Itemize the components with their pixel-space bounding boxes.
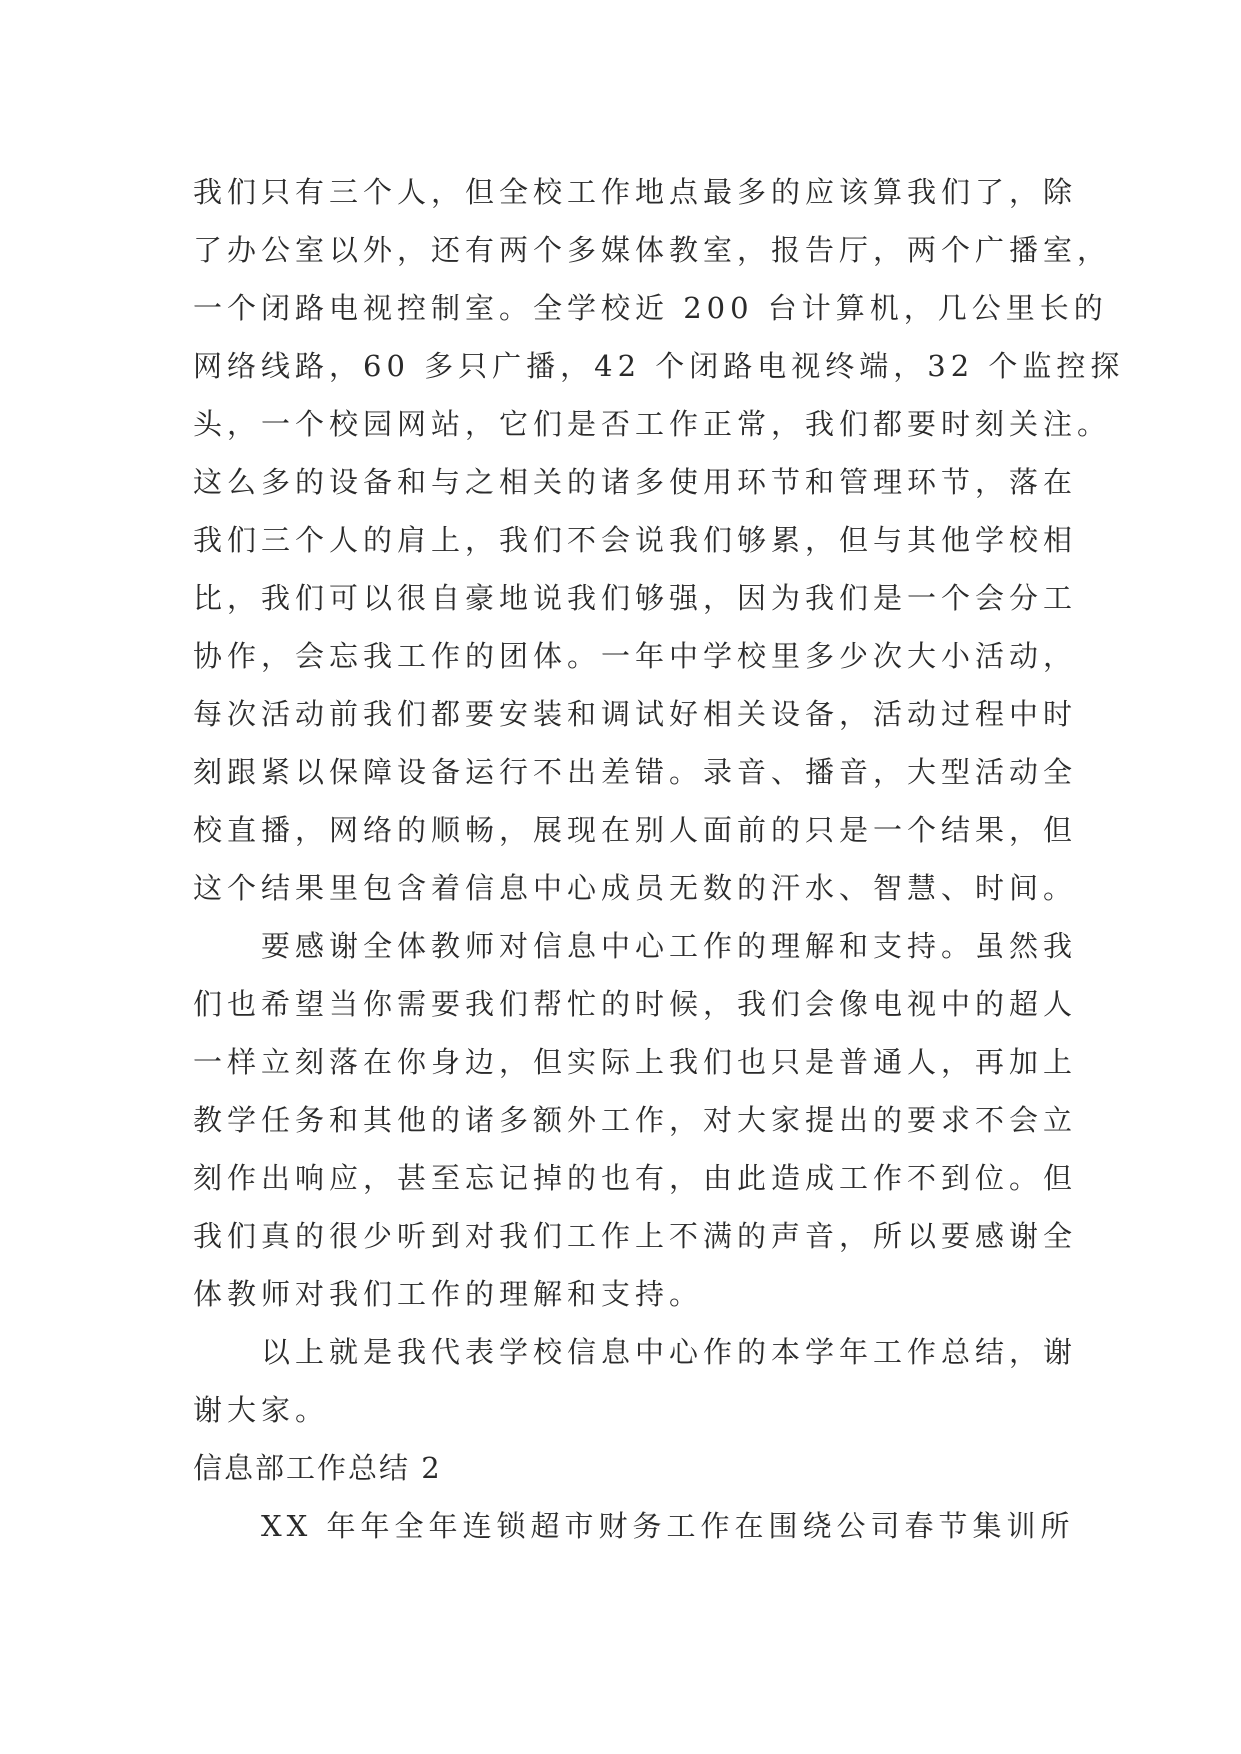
paragraph-line: 校直播，网络的顺畅，展现在别人面前的只是一个结果，但: [193, 813, 1078, 847]
paragraph-line: 刻跟紧以保障设备运行不出差错。录音、播音，大型活动全: [193, 755, 1078, 789]
paragraph-line: 要感谢全体教师对信息中心工作的理解和支持。虽然我: [193, 929, 1078, 963]
paragraph-line: 体教师对我们工作的理解和支持。: [193, 1277, 704, 1311]
paragraph-line: 我们只有三个人，但全校工作地点最多的应该算我们了，除: [193, 175, 1078, 209]
paragraph-line: 一样立刻落在你身边，但实际上我们也只是普通人，再加上: [193, 1045, 1078, 1079]
paragraph-line: 头，一个校园网站，它们是否工作正常，我们都要时刻关注。: [193, 407, 1112, 441]
paragraph-line: 一个闭路电视控制室。全学校近 200 台计算机，几公里长的: [193, 291, 1108, 325]
paragraph-line: 了办公室以外，还有两个多媒体教室，报告厅，两个广播室，: [193, 233, 1112, 267]
paragraph-line: 网络线路，60 多只广播，42 个闭路电视终端，32 个监控探: [193, 349, 1125, 383]
paragraph-line: 教学任务和其他的诸多额外工作，对大家提出的要求不会立: [193, 1103, 1078, 1137]
paragraph-line: 以上就是我代表学校信息中心作的本学年工作总结，谢: [193, 1335, 1078, 1369]
paragraph-line: 每次活动前我们都要安装和调试好相关设备，活动过程中时: [193, 697, 1078, 731]
paragraph-line: 刻作出响应，甚至忘记掉的也有，由此造成工作不到位。但: [193, 1161, 1078, 1195]
paragraph-line: 谢大家。: [193, 1393, 330, 1427]
paragraph-line: 比，我们可以很自豪地说我们够强，因为我们是一个会分工: [193, 581, 1078, 615]
paragraph-line: 这么多的设备和与之相关的诸多使用环节和管理环节，落在: [193, 465, 1078, 499]
paragraph-line: 我们三个人的肩上，我们不会说我们够累，但与其他学校相: [193, 523, 1078, 557]
paragraph-line: 协作，会忘我工作的团体。一年中学校里多少次大小活动，: [193, 639, 1078, 673]
paragraph-line: 这个结果里包含着信息中心成员无数的汗水、智慧、时间。: [193, 871, 1078, 905]
paragraph-line: 我们真的很少听到对我们工作上不满的声音，所以要感谢全: [193, 1219, 1078, 1253]
document-body: [193, 163, 1125, 1555]
paragraph-line: XX 年年全年连锁超市财务工作在围绕公司春节集训所: [193, 1509, 1075, 1543]
section-heading: 信息部工作总结 2: [193, 1451, 442, 1485]
paragraph-line: 们也希望当你需要我们帮忙的时候，我们会像电视中的超人: [193, 987, 1078, 1021]
